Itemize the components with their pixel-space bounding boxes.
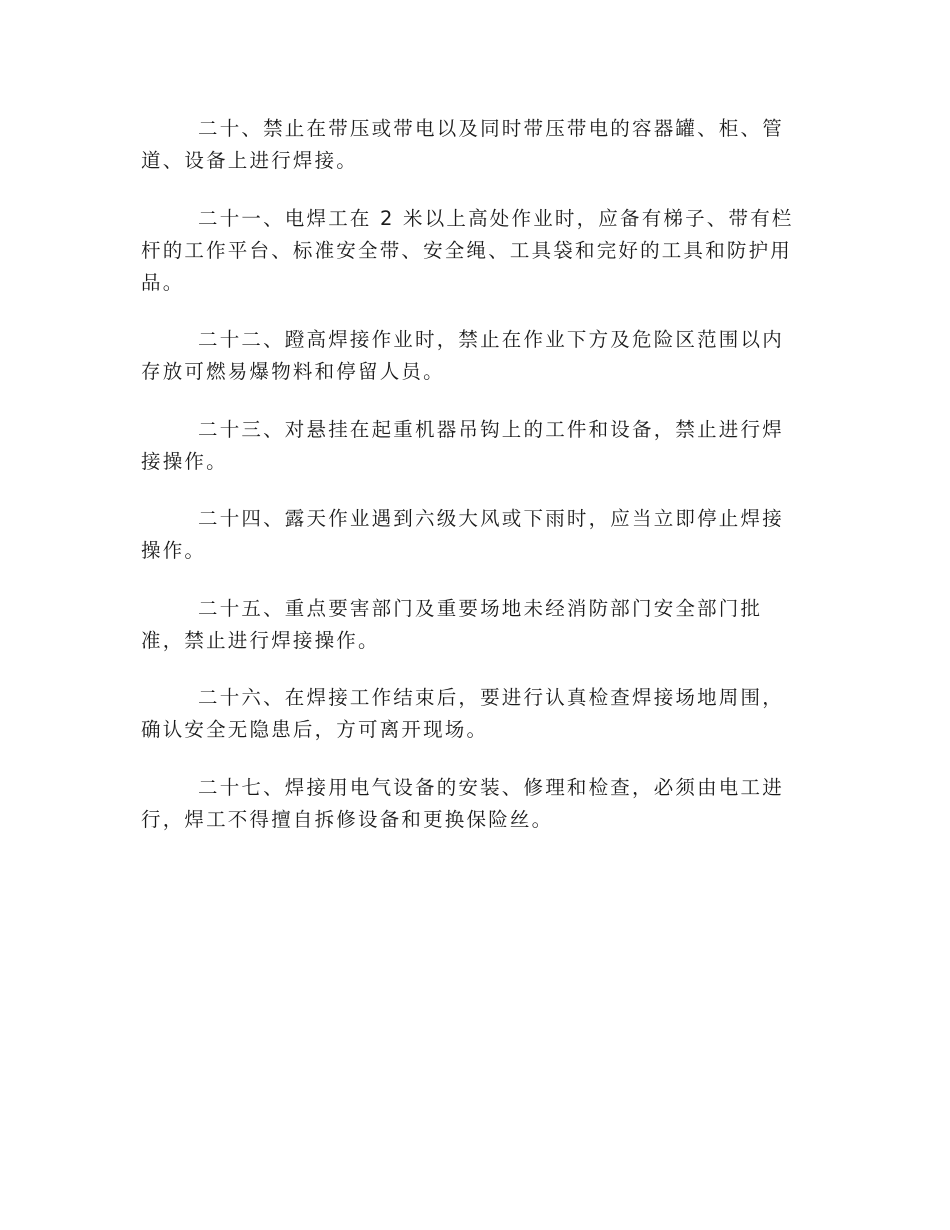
document-body	[141, 113, 805, 861]
paragraph-rule-21: 二十一、电焊工在 2 米以上高处作业时，应备有梯子、带有栏杆的工作平台、标准安全带、安全绳、工具袋和完好的工具和防护用品。	[141, 206, 794, 294]
paragraph-rule-20: 二十、禁止在带压或带电以及同时带压带电的容器罐、柜、管道、设备上进行焊接。	[141, 117, 784, 172]
paragraph-rule-25: 二十五、重点要害部门及重要场地未经消防部门安全部门批准，禁止进行焊接操作。	[141, 596, 763, 652]
paragraph-rule-22: 二十二、蹬高焊接作业时，禁止在作业下方及危险区范围以内存放可燃易爆物料和停留人员。	[141, 328, 784, 383]
paragraph-rule-27: 二十七、焊接用电气设备的安装、修理和检查，必须由电工进行，焊工不得擅自拆修设备和更换保险丝。	[141, 775, 784, 831]
paragraph-rule-23: 二十三、对悬挂在起重机器吊钩上的工件和设备，禁止进行焊接操作。	[141, 417, 784, 473]
paragraph-rule-24: 二十四、露天作业遇到六级大风或下雨时，应当立即停止焊接操作。	[141, 507, 784, 562]
paragraph-rule-26: 二十六、在焊接工作结束后，要进行认真检查焊接场地周围，确认安全无隐患后，方可离开现场。	[141, 686, 784, 741]
